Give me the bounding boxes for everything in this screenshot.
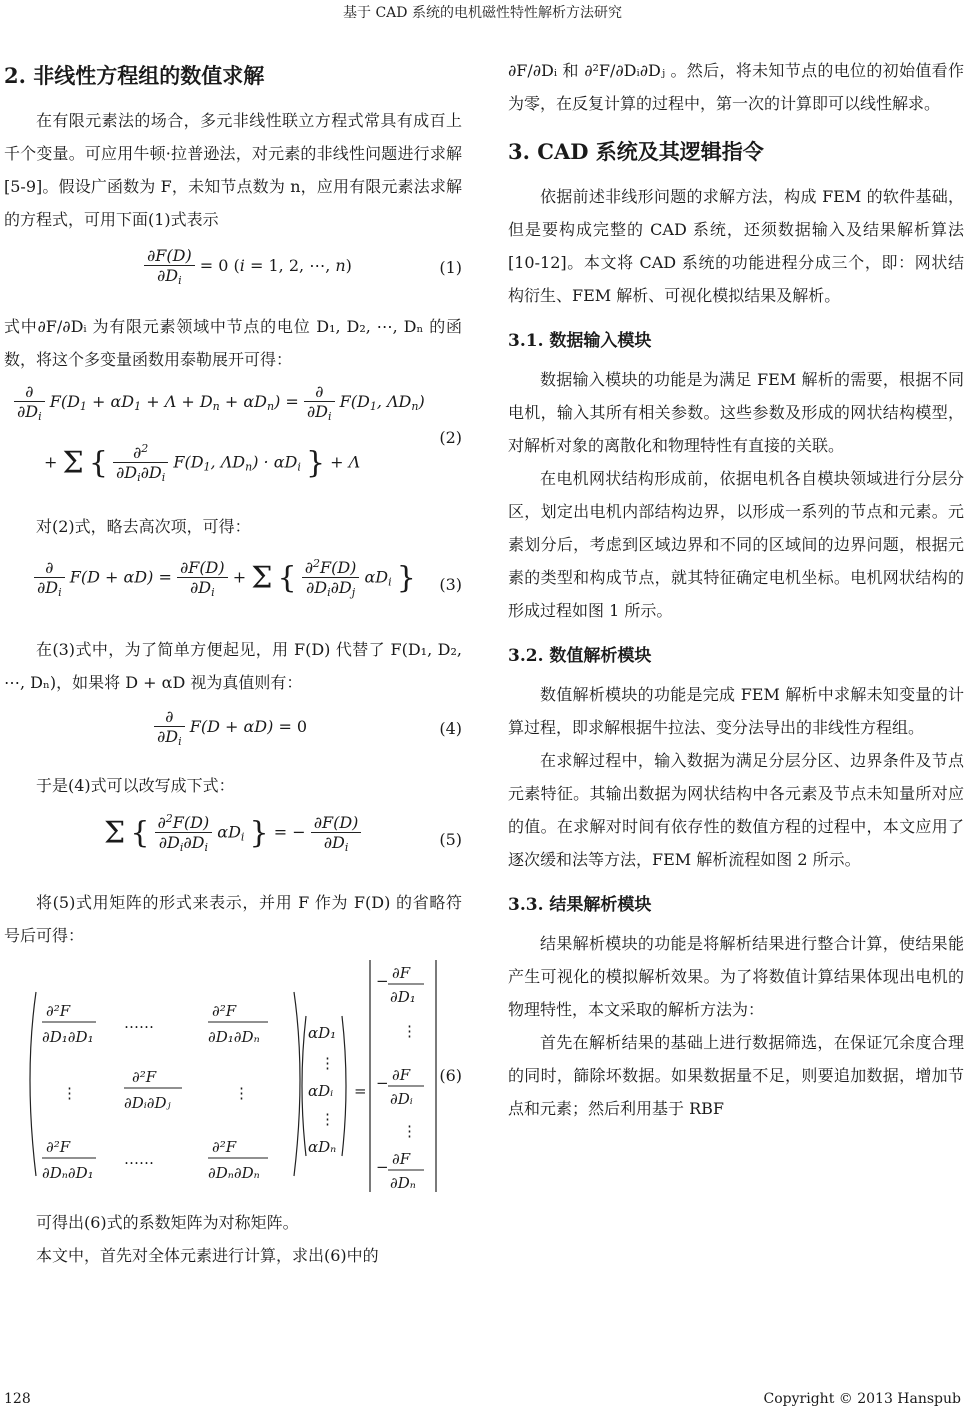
equation-5: Σ { $\frac{\partial^2F(D)}{\partial Di\partial Di}$ αDi } = − $\frac{\partial F(D)}{\partial Di}$ (5) xyxy=(104,812,462,854)
svg-text:⋮: ⋮ xyxy=(402,1022,417,1040)
paragraph: 将(5)式用矩阵的形式来表示，并用 F 作为 F(D) 的省略符号后可得： xyxy=(4,893,462,945)
equation-number: (6) xyxy=(439,1066,462,1085)
section-2-heading: 2. 非线性方程组的数值求解 xyxy=(4,63,265,88)
svg-text:∂Dᵢ∂Dⱼ: ∂Dᵢ∂Dⱼ xyxy=(124,1094,171,1112)
svg-text:αD₁: αD₁ xyxy=(308,1024,337,1042)
paragraph: ∂F/∂Dᵢ 和 ∂²F/∂Dᵢ∂Dⱼ 。然后，将未知节点的电位的初始值看作为零，在反复计算的过程中，第一次的计算即可以线性解求。 xyxy=(508,61,964,113)
paragraph: 对(2)式，略去高次项，可得： xyxy=(36,517,251,536)
svg-text:=: = xyxy=(354,1082,367,1100)
svg-text:⋮: ⋮ xyxy=(402,1122,417,1140)
equation-1: $\frac{\partial F(D)}{\partial Di}$ = 0 (i = 1, 2, ⋯, n) (1) xyxy=(4,240,462,302)
left-column xyxy=(4,58,462,1272)
subsection-3-2-heading: 3.2. 数值解析模块 xyxy=(508,646,652,666)
svg-text:∂²F: ∂²F xyxy=(132,1068,157,1086)
paragraph: 在(3)式中，为了简单方便起见，用 F(D) 代替了 F(D₁, D₂, ⋯, Dₙ)，如果将 D + αD 视为真值则有： xyxy=(4,640,462,692)
subsection-3-3-heading: 3.3. 结果解析模块 xyxy=(508,895,652,915)
svg-text:∂F: ∂F xyxy=(392,1066,411,1084)
equation-4: $\frac{\partial}{\partial Di}$ F(D + αD) = 0 (4) xyxy=(4,703,462,765)
svg-text:∂²F: ∂²F xyxy=(212,1002,237,1020)
equation-6 xyxy=(4,956,462,1196)
svg-text:∂Dₙ∂D₁: ∂Dₙ∂D₁ xyxy=(42,1164,94,1182)
equation-3: $\frac{\partial}{\partial Di}$ F(D + αD) = $\frac{\partial F(D)}{\partial Di}$ + Σ { $\frac{\partial^2F(D)}{\partial Di\partial Dj}$ αDi } (3) xyxy=(4,549,462,629)
svg-text:⋮: ⋮ xyxy=(234,1084,249,1102)
paragraph: 可得出(6)式的系数矩阵为对称矩阵。 xyxy=(36,1213,299,1232)
paragraph: 于是(4)式可以改写成下式： xyxy=(36,776,235,795)
svg-text:∂Dᵢ: ∂Dᵢ xyxy=(390,1090,413,1108)
svg-text:αDᵢ: αDᵢ xyxy=(308,1082,334,1100)
equation-number: (2) xyxy=(439,428,462,447)
svg-text:∂²F: ∂²F xyxy=(46,1138,71,1156)
svg-text:∂D₁: ∂D₁ xyxy=(390,988,416,1006)
copyright-notice: Copyright © 2013 Hanspub xyxy=(763,1391,961,1407)
paragraph: 首先在解析结果的基础上进行数据筛选，在保证冗余度合理的同时，篩除坏数据。如果数据量不足，则要追加数据，增加节点和元素；然后利用基于 RBF xyxy=(508,1033,964,1118)
paragraph: 在有限元素法的场合，多元非线性联立方程式常具有成百上千个变量。可应用牛顿·拉普逊法，对元素的非线性问题进行求解[5-9]。假设广函数为 F，未知节点数为 n，应用有限元素法求解的方程式，可用下面(1)式表示 xyxy=(4,111,462,229)
right-column xyxy=(508,58,964,1125)
matrix-equation xyxy=(24,956,444,1196)
equation-number: (1) xyxy=(439,258,462,277)
svg-text:αDₙ: αDₙ xyxy=(308,1138,337,1156)
svg-text:∂F: ∂F xyxy=(392,964,411,982)
page-number: 128 xyxy=(4,1391,31,1407)
paragraph: 数值解析模块的功能是完成 FEM 解析中求解未知变量的计算过程，即求解根据牛拉法、变分法导出的非线性方程组。 xyxy=(508,685,964,737)
running-header: 基于 CAD 系统的电机磁性特性解析方法研究 xyxy=(343,5,622,21)
paragraph: 在电机网状结构形成前，依据电机各自模块领域进行分层分区，划定出电机内部结构边界，以形成一系列的节点和元素。元素划分后，考虑到区域边界和不同的区域间的边界问题，根据元素的类型和构成节点，就其特征确定电机坐标。电机网状结构的形成过程如图 1 所示。 xyxy=(508,469,964,620)
paragraph: 数据输入模块的功能是为满足 FEM 解析的需要，根据不同电机，输入其所有相关参数。这些参数及形成的网状结构模型，对解析对象的离散化和物理特性有直接的关联。 xyxy=(508,370,964,455)
svg-text:……: …… xyxy=(124,1150,154,1168)
svg-text:−: − xyxy=(376,1074,389,1092)
equation-2: $\frac{\partial}{\partial Di}$ F(D1 + αD1 + Λ + Dn + αDn) = $\frac{\partial}{\partial Di}$ F(D1, ΛDn) + Σ { $\frac{\partial^2}{\partial Di\partial Di}$ F(D1, ΛDn) · αDi } + Λ (2) xyxy=(4,380,462,510)
svg-text:−: − xyxy=(376,972,389,990)
section-3-heading: 3. CAD 系统及其逻辑指令 xyxy=(508,139,764,164)
svg-text:⋮: ⋮ xyxy=(320,1054,335,1072)
paragraph: 结果解析模块的功能是将解析结果进行整合计算，使结果能产生可视化的模拟解析效果。为了将数值计算结果体现出电机的物理特性，本文采取的解析方法为： xyxy=(508,934,964,1019)
svg-text:∂D₁∂D₁: ∂D₁∂D₁ xyxy=(42,1028,94,1046)
paragraph: 式中∂F/∂Dᵢ 为有限元素领域中节点的电位 D₁, D₂, ⋯, Dₙ 的函数，将这个多变量函数用泰勒展开可得： xyxy=(4,317,462,369)
svg-text:∂D₁∂Dₙ: ∂D₁∂Dₙ xyxy=(208,1028,260,1046)
svg-text:……: …… xyxy=(124,1014,154,1032)
svg-text:∂²F: ∂²F xyxy=(212,1138,237,1156)
paragraph: 本文中，首先对全体元素进行计算，求出(6)中的 xyxy=(36,1246,379,1265)
svg-text:∂Dₙ∂Dₙ: ∂Dₙ∂Dₙ xyxy=(208,1164,260,1182)
svg-text:∂F: ∂F xyxy=(392,1150,411,1168)
equation-number: (3) xyxy=(439,575,462,594)
svg-text:⋮: ⋮ xyxy=(62,1084,77,1102)
svg-text:∂Dₙ: ∂Dₙ xyxy=(390,1174,416,1192)
partial-fraction: $\frac{\partial F(D)}{\partial Di}$ xyxy=(144,246,195,287)
svg-text:⋮: ⋮ xyxy=(320,1110,335,1128)
equation-number: (5) xyxy=(439,830,462,849)
subsection-3-1-heading: 3.1. 数据输入模块 xyxy=(508,331,652,351)
svg-text:∂²F: ∂²F xyxy=(46,1002,71,1020)
equation-number: (4) xyxy=(439,719,462,738)
svg-text:−: − xyxy=(376,1158,389,1176)
paragraph: 在求解过程中，输入数据为满足分层分区、边界条件及节点元素特征。其输出数据为网状结构中各元素及节点未知量所对应的值。在求解对时间有依存性的数值方程的过程中，本文应用了逐次缓和法等方法，FEM 解析流程如图 2 所示。 xyxy=(508,751,964,869)
paragraph: 依据前述非线形问题的求解方法，构成 FEM 的软件基础，但是要构成完整的 CAD 系统，还须数据输入及结果解析算法[10-12]。本文将 CAD 系统的功能进程分成三个，即：网状结构衍生、FEM 解析、可视化模拟结果及解析。 xyxy=(508,187,964,305)
